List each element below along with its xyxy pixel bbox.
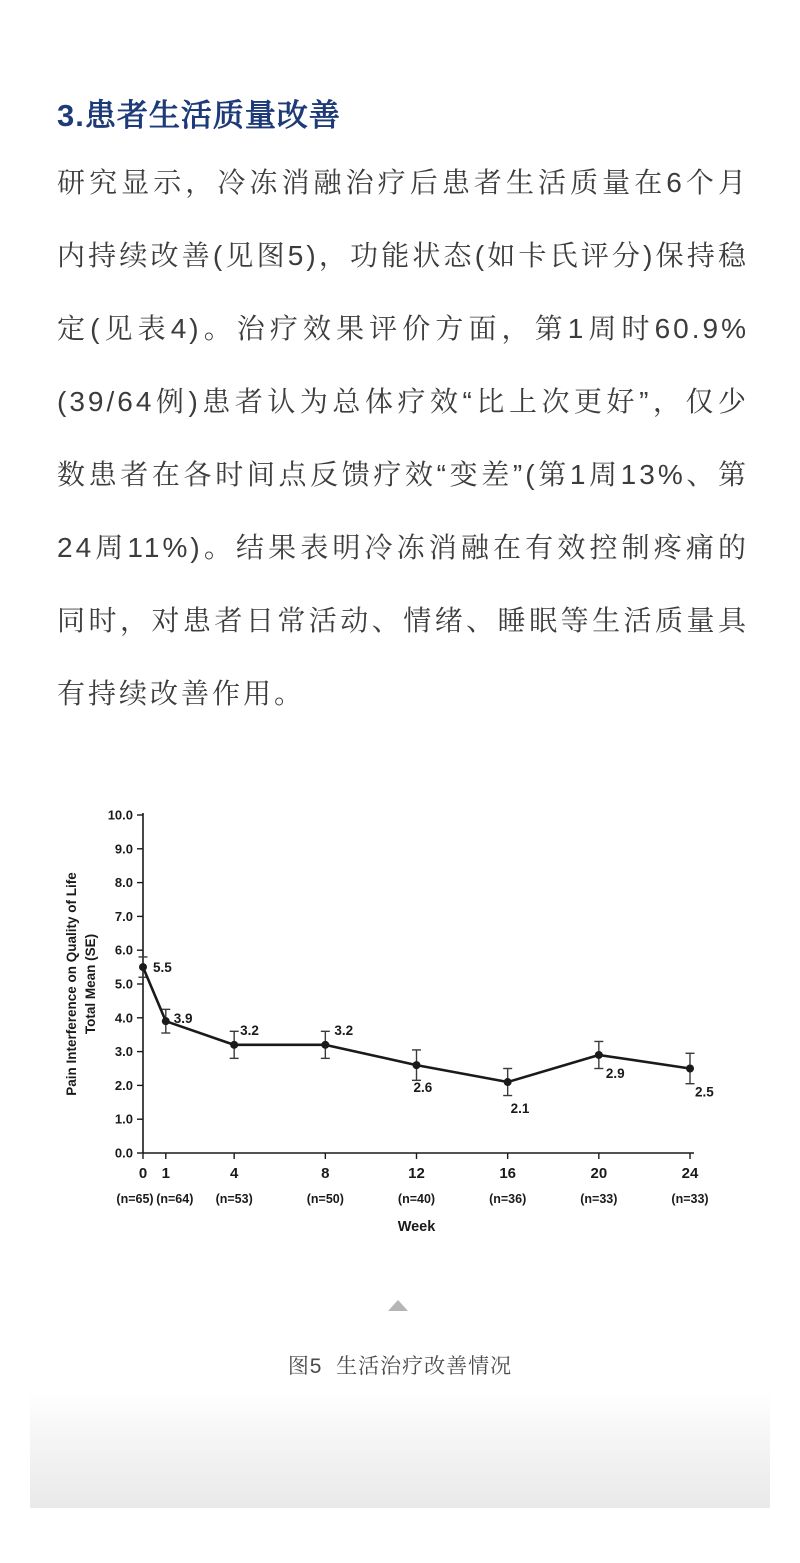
- y-tick-label: 5.0: [114, 976, 133, 992]
- data-point-label: 5.5: [153, 960, 172, 976]
- x-tick-label: 24: [681, 1165, 699, 1182]
- data-point: [413, 1061, 421, 1069]
- x-tick-label: 1: [161, 1165, 170, 1182]
- section-heading: 3.患者生活质量改善: [57, 98, 341, 133]
- y-tick-label: 3.0: [114, 1044, 133, 1060]
- data-point-label: 2.1: [510, 1101, 530, 1117]
- data-point-label: 3.2: [240, 1022, 259, 1038]
- n-count-label: (n=36): [489, 1192, 527, 1206]
- n-count-label: (n=33): [580, 1192, 618, 1206]
- data-point: [321, 1041, 329, 1049]
- data-point: [139, 963, 147, 971]
- body-paragraph: 研究显示，冷冻消融治疗后患者生活质量在6个月内持续改善(见图5)，功能状态(如卡氏评分)保持稳定(见表4)。治疗效果评价方面，第1周时60.9%(39/64例)患者认为总体疗效“比上次更好”，仅少数患者在各时间点反馈疗效“变差”(第1周13%、第24周11%)。结果表明冷冻消融在有效控制疼痛的同时，对患者日常活动、情绪、睡眠等生活质量具有持续改善作用。: [57, 167, 749, 709]
- y-tick-label: 6.0: [114, 942, 133, 958]
- data-point: [686, 1065, 694, 1073]
- x-tick-label: 16: [499, 1165, 517, 1182]
- data-point: [230, 1041, 238, 1049]
- n-count-label: (n=64): [156, 1192, 194, 1206]
- data-point-label: 3.9: [173, 1011, 193, 1027]
- y-tick-label: 2.0: [114, 1077, 133, 1093]
- y-tick-label: 7.0: [114, 908, 133, 924]
- x-axis-title: Week: [397, 1219, 436, 1235]
- figure-caption: 图5 生活治疗改善情况: [287, 1355, 513, 1378]
- y-tick-label: 9.0: [114, 841, 133, 857]
- qol-chart-svg: [60, 785, 760, 1240]
- x-tick-label: 8: [321, 1165, 330, 1182]
- y-axis-title: Pain Interference on Quality of Life Total Mean (SE): [64, 872, 98, 1096]
- y-tick-label: 4.0: [114, 1010, 133, 1026]
- x-tick-label: 12: [408, 1165, 425, 1182]
- n-count-label: (n=33): [671, 1192, 709, 1206]
- y-tick-label: 10.0: [107, 807, 133, 823]
- y-tick-label: 8.0: [114, 875, 133, 891]
- x-tick-label: 4: [229, 1165, 239, 1182]
- n-count-label: (n=40): [397, 1192, 436, 1206]
- y-tick-label: 0.0: [114, 1145, 133, 1161]
- bottom-fade-decoration: [30, 1392, 770, 1508]
- y-tick-label: 1.0: [114, 1111, 133, 1127]
- data-point-label: 2.5: [695, 1084, 714, 1100]
- data-point: [595, 1051, 603, 1059]
- data-point: [504, 1078, 512, 1086]
- n-count-label: (n=65): [116, 1192, 154, 1206]
- x-tick-label: 20: [590, 1165, 608, 1182]
- collapse-triangle-icon[interactable]: [388, 1300, 408, 1311]
- data-point-label: 2.9: [605, 1065, 625, 1081]
- data-point-label: 2.6: [413, 1080, 433, 1096]
- n-count-label: (n=53): [215, 1192, 253, 1206]
- x-tick-label: 0: [138, 1165, 148, 1182]
- qol-figure: [60, 785, 760, 1240]
- data-point: [162, 1017, 170, 1025]
- n-count-label: (n=50): [306, 1192, 344, 1206]
- data-point-label: 3.2: [334, 1022, 354, 1038]
